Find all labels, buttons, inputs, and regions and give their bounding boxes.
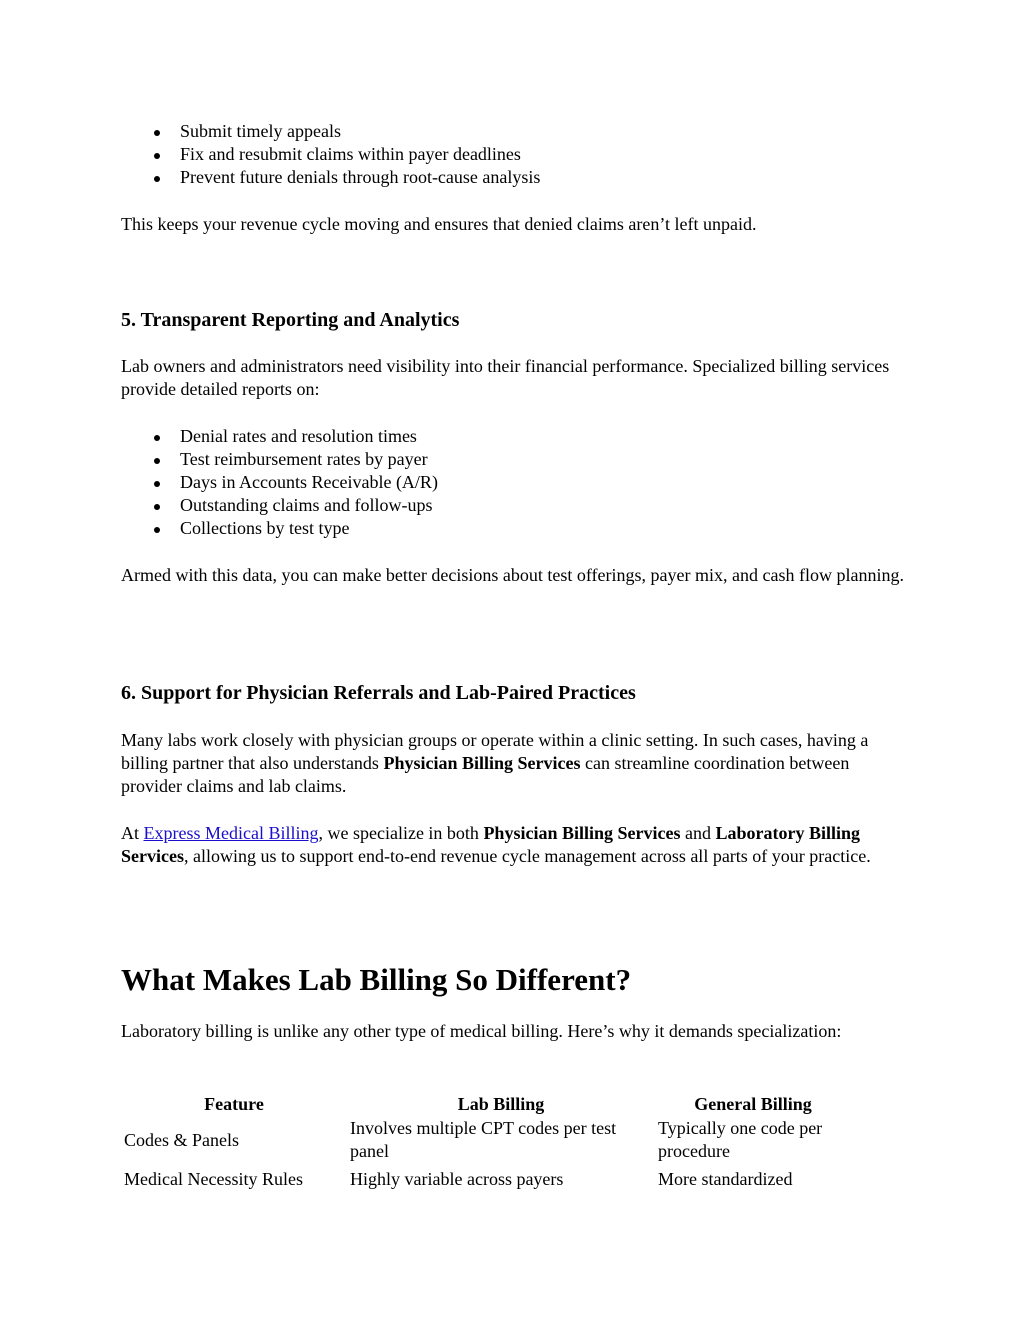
lab-billing-difference-intro: Laboratory billing is unlike any other type of medical billing. Here’s why it demands specialization:	[121, 1021, 842, 1041]
paragraph-text: , we specialize in both	[318, 823, 484, 843]
table-cell: Involves multiple CPT codes per test panel	[350, 1118, 617, 1161]
section-5-heading: 5. Transparent Reporting and Analytics	[121, 309, 460, 331]
list-item-text: Test reimbursement rates by payer	[180, 449, 428, 469]
bullet-icon	[154, 481, 160, 487]
list-item-text: Fix and resubmit claims within payer deadlines	[180, 144, 521, 164]
table-cell: Medical Necessity Rules	[124, 1168, 303, 1189]
list-item-text: Outstanding claims and follow-ups	[180, 495, 433, 515]
list-item-text: Days in Accounts Receivable (A/R)	[180, 472, 438, 492]
list-item	[121, 471, 911, 494]
report-bullet-list	[121, 425, 911, 540]
physician-billing-emphasis: Physician Billing Services	[483, 823, 681, 843]
bullet-icon	[154, 458, 160, 464]
list-item-text: Collections by test type	[180, 518, 350, 538]
list-item	[121, 120, 911, 143]
list-item	[121, 494, 911, 517]
list-item-text: Prevent future denials through root-cause analysis	[180, 167, 541, 187]
list-item-text: Denial rates and resolution times	[180, 426, 417, 446]
section-6-paragraph-2	[121, 822, 911, 868]
table-cell: Codes & Panels	[124, 1129, 239, 1150]
list-item	[121, 448, 911, 471]
section-6-paragraph-1	[121, 729, 911, 798]
table-cell: Typically one code per procedure	[658, 1118, 823, 1161]
bullet-icon	[154, 435, 160, 441]
table-cell: More standardized	[658, 1168, 793, 1189]
list-item	[121, 517, 911, 540]
table-header-feature: Feature	[204, 1094, 264, 1114]
table-header-row	[121, 1093, 851, 1116]
lab-billing-difference-heading: What Makes Lab Billing So Different?	[121, 962, 632, 997]
section-5-closing: Armed with this data, you can make better decisions about test offerings, payer mix, and cash flow planning.	[121, 565, 904, 585]
list-item-text: Submit timely appeals	[180, 121, 341, 141]
bullet-icon	[154, 504, 160, 510]
express-medical-billing-link[interactable]: Express Medical Billing	[143, 823, 319, 843]
table-row	[121, 1116, 851, 1164]
table-header-lab-billing: Lab Billing	[457, 1094, 545, 1114]
table-cell: Highly variable across payers	[350, 1168, 564, 1189]
paragraph-text: and	[680, 823, 716, 843]
list-item	[121, 143, 911, 166]
physician-billing-emphasis: Physician Billing Services	[383, 753, 581, 773]
paragraph-text: can streamline coordination between provider claims and lab claims.	[121, 753, 850, 796]
table-header-general-billing: General Billing	[694, 1094, 812, 1114]
bullet-icon	[154, 527, 160, 533]
bullet-icon	[154, 153, 160, 159]
appeals-bullet-list	[121, 120, 911, 189]
section-6-heading: 6. Support for Physician Referrals and Lab-Paired Practices	[121, 682, 636, 704]
paragraph-text: Many labs work closely with physician groups or operate within a clinic setting. In such cases, having a billing partner that also understands	[121, 730, 869, 773]
list-item	[121, 425, 911, 448]
revenue-paragraph: This keeps your revenue cycle moving and ensures that denied claims aren’t left unpaid.	[121, 214, 757, 234]
laboratory-billing-emphasis: Laboratory Billing Services	[121, 823, 860, 866]
bullet-icon	[154, 176, 160, 182]
paragraph-text: At	[121, 823, 144, 843]
table-row	[121, 1164, 851, 1194]
billing-comparison-table	[121, 1093, 851, 1194]
bullet-icon	[154, 130, 160, 136]
paragraph-text: , allowing us to support end-to-end revenue cycle management across all parts of your practice.	[183, 846, 871, 866]
list-item	[121, 166, 911, 189]
section-5-intro: Lab owners and administrators need visibility into their financial performance. Specialized billing services provide detailed reports on:	[121, 356, 890, 399]
